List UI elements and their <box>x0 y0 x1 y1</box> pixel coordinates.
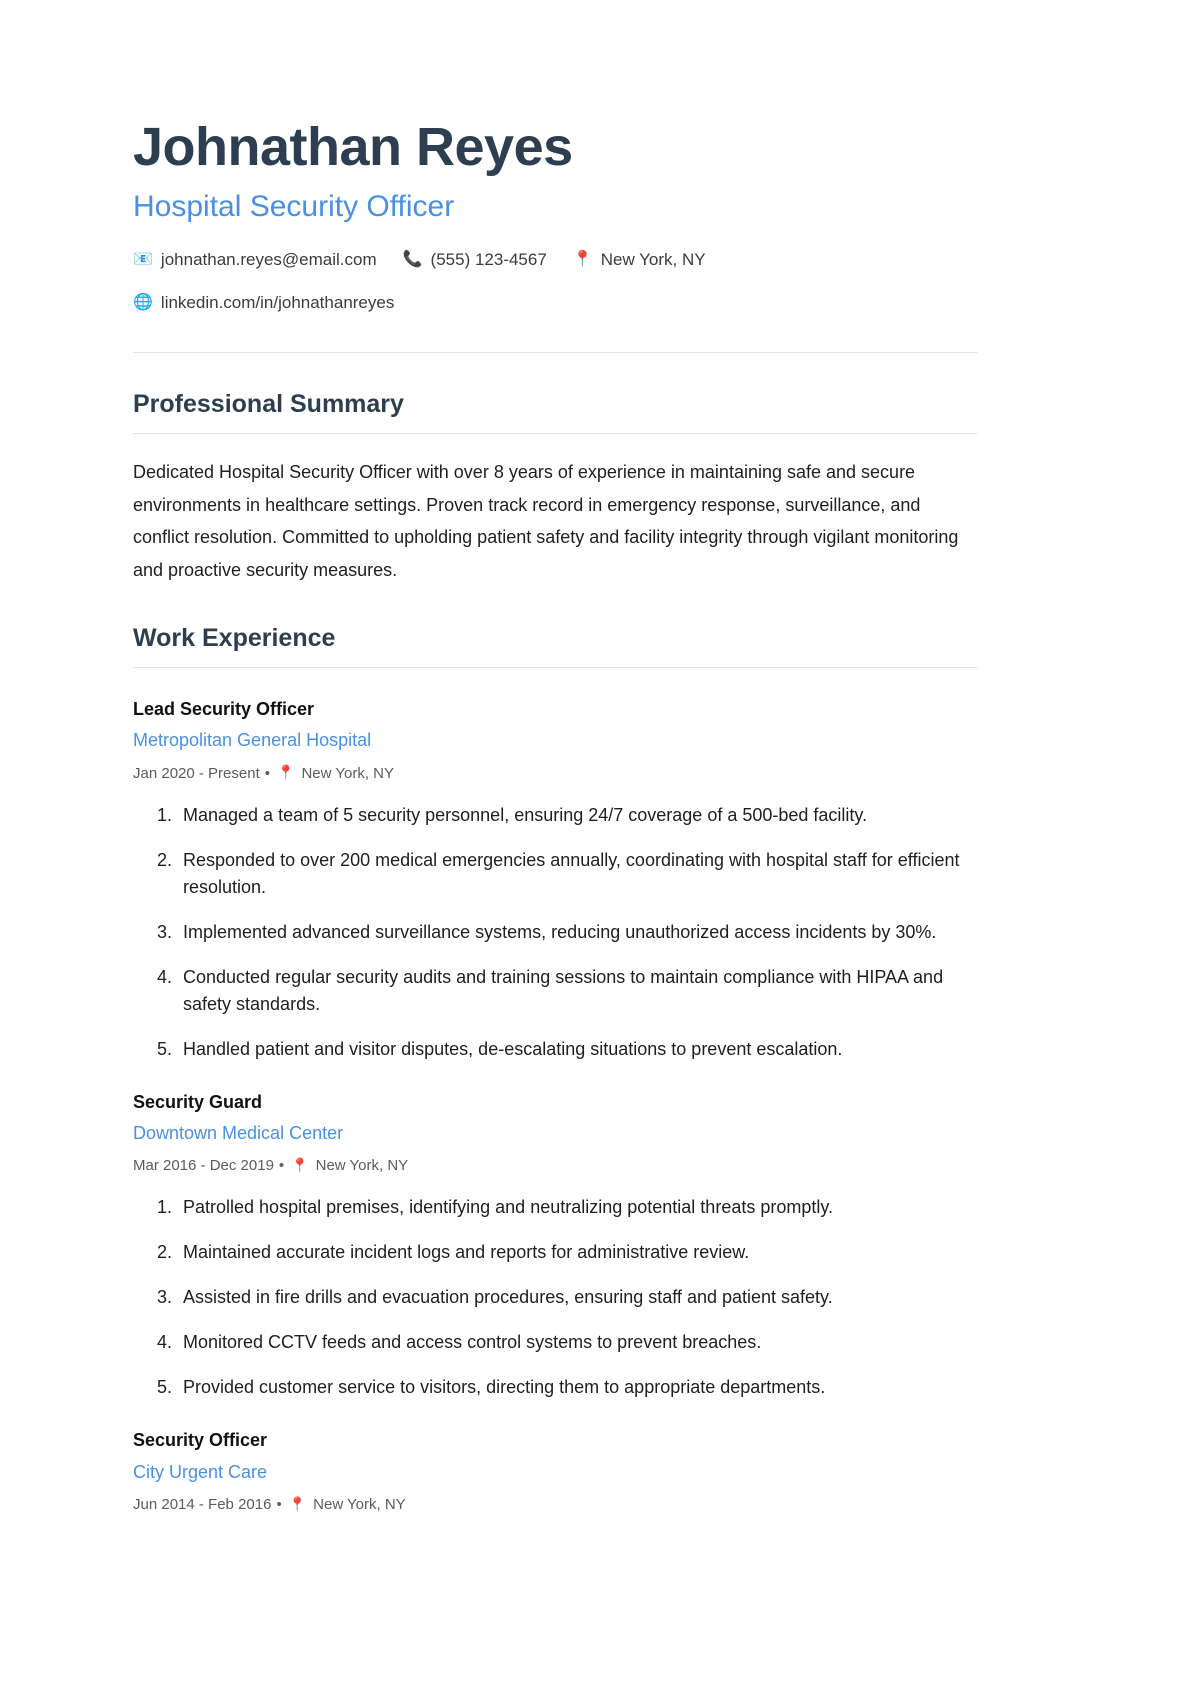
job-company[interactable]: Downtown Medical Center <box>133 1122 344 1143</box>
job-location: New York, NY <box>301 764 394 782</box>
list-item: 4. Conducted regular security audits and training sessions to maintain compliance with HIPAA and safety standards. <box>177 964 978 1018</box>
job-meta-separator: • <box>278 1157 285 1175</box>
job-title-subheading: Hospital Security Officer <box>133 190 455 224</box>
job-meta <box>133 763 978 784</box>
list-item: 3. Assisted in fire drills and evacuation procedures, ensuring staff and patient safety. <box>177 1284 978 1311</box>
page-title: Johnathan Reyes <box>133 117 573 177</box>
location-pin-icon: 📍 <box>572 250 593 268</box>
contact-email-text: johnathan.reyes@email.com <box>160 249 377 269</box>
section-work-experience <box>133 623 978 1515</box>
job-meta-separator: • <box>276 1496 282 1514</box>
job-role: Security Guard <box>133 1091 263 1112</box>
resume-header <box>133 118 978 353</box>
list-item: 3. Implemented advanced surveillance systems, reducing unauthorized access incidents by 30%. <box>177 919 978 946</box>
job-company[interactable]: City Urgent Care <box>133 1461 268 1482</box>
job-dates: Mar 2016 - Dec 2019 <box>133 1157 274 1175</box>
contact-row-primary <box>133 247 978 273</box>
header-divider <box>133 352 978 353</box>
job-location: New York, NY <box>313 1496 406 1514</box>
job-role: Lead Security Officer <box>133 698 315 719</box>
job-bullet-list <box>133 802 978 1063</box>
contact-email[interactable] <box>133 247 377 273</box>
section-title-work-experience: Work Experience <box>133 623 336 652</box>
job-meta-separator: • <box>264 764 271 782</box>
contact-phone-text: (555) 123-4567 <box>430 249 547 269</box>
job-company[interactable]: Metropolitan General Hospital <box>133 730 372 751</box>
globe-icon: 🌐 <box>133 294 153 312</box>
list-item: 4. Monitored CCTV feeds and access control systems to prevent breaches. <box>177 1329 978 1356</box>
job-entry <box>133 1429 978 1515</box>
phone-icon: 📞 <box>402 250 423 268</box>
job-meta <box>133 1494 978 1515</box>
job-location: New York, NY <box>315 1157 409 1175</box>
contact-linkedin-text: linkedin.com/in/johnathanreyes <box>160 293 395 313</box>
section-professional-summary <box>133 389 978 587</box>
list-item: 5. Handled patient and visitor disputes, de-escalating situations to prevent escalation. <box>177 1036 978 1063</box>
location-pin-icon: 📍 <box>291 1157 309 1174</box>
location-pin-icon: 📍 <box>288 1495 307 1512</box>
section-divider-experience <box>133 667 978 668</box>
contact-row-secondary <box>133 290 978 316</box>
list-item: 1. Managed a team of 5 security personnel, ensuring 24/7 coverage of a 500-bed facility. <box>177 802 978 829</box>
list-item: 2. Maintained accurate incident logs and reports for administrative review. <box>177 1239 978 1266</box>
job-bullet-list <box>133 1194 978 1401</box>
job-role: Security Officer <box>133 1430 268 1451</box>
job-meta <box>133 1155 978 1176</box>
contact-location-text: New York, NY <box>600 249 706 269</box>
job-dates: Jan 2020 - Present <box>133 764 260 782</box>
professional-summary-text: Dedicated Hospital Security Officer with over 8 years of experience in maintaining safe and secure environments in healthcare settings. Proven track record in emergency response, surveillance, and conflict resolution. Committed to upholding patient safety and facility integrity through vigilant monitoring and proactive security measures. <box>133 461 959 581</box>
contact-phone[interactable] <box>403 247 547 273</box>
job-entry <box>133 1091 978 1402</box>
section-title-professional-summary: Professional Summary <box>133 389 404 418</box>
list-item: 1. Patrolled hospital premises, identifying and neutralizing potential threats promptly. <box>177 1194 978 1221</box>
email-icon: 📧 <box>133 250 153 268</box>
contact-location <box>573 247 706 273</box>
job-dates: Jun 2014 - Feb 2016 <box>133 1496 272 1514</box>
job-entry <box>133 698 978 1063</box>
location-pin-icon: 📍 <box>277 764 295 781</box>
list-item: 5. Provided customer service to visitors, directing them to appropriate departments. <box>177 1374 978 1401</box>
section-divider-summary <box>133 433 978 434</box>
list-item: 2. Responded to over 200 medical emergencies annually, coordinating with hospital staff for efficient resolution. <box>177 847 978 901</box>
contact-linkedin[interactable] <box>133 290 394 316</box>
